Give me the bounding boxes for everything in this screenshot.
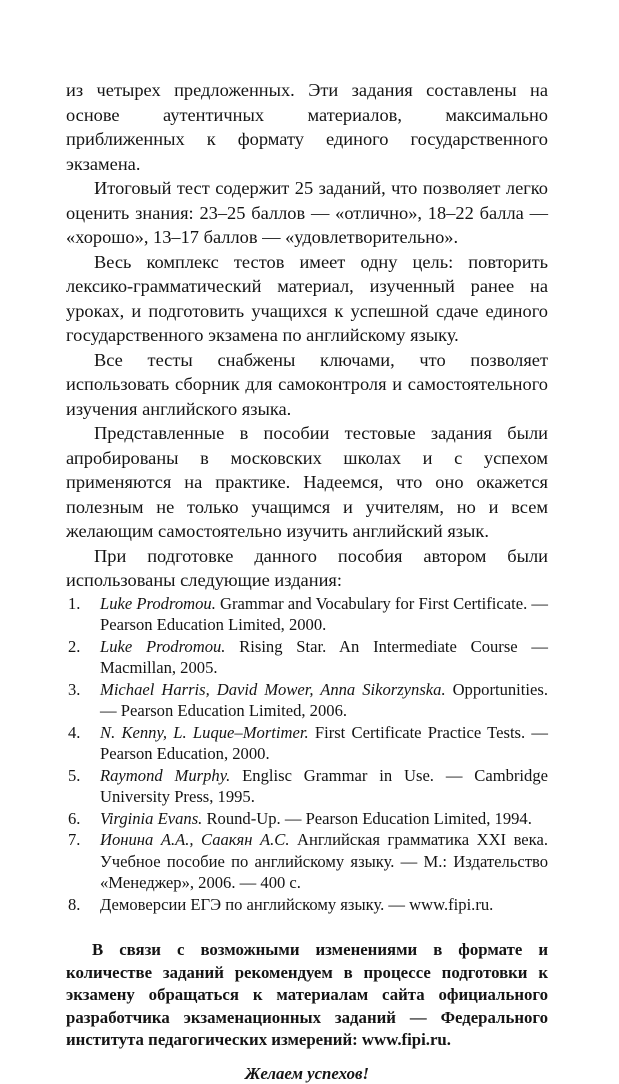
reference-author: Luke Prodromou. [100,636,226,656]
reference-number: 8. [68,894,81,914]
reference-text: Opportunities. — Pearson Education Limited, 2006. [100,679,548,720]
notice-paragraph: В связи с возможными изменениями в формате и количестве заданий рекомендуем в процессе подготовки к экзамену обращаться к материалам сайта официального разработчика экзаменационных заданий — Федерального института педагогических измерений: www.fipi.ru. [66,940,548,1049]
reference-item [66,593,548,636]
reference-number: 4. [68,722,81,742]
reference-item [66,829,548,894]
paragraph-keys: Все тесты снабжены ключами, что позволяет использовать сборник для самоконтроля и самостоятельного изучения английского языка. [66,349,548,419]
reference-text: Grammar and Vocabulary for First Certificate. — Pearson Education Limited, 2000. [100,593,548,634]
paragraph-goal: Весь комплекс тестов имеет одну цель: повторить лексико-грамматический материал, изученный ранее на уроках, и подготовить учащихся к успешной сдаче единого государственного экзамена по английскому языку. [66,251,548,345]
reference-number: 2. [68,636,81,656]
reference-item [66,894,548,916]
reference-text: First Certificate Practice Tests. — Pearson Education, 2000. [100,722,548,763]
reference-author: N. Kenny, L. Luque–Mortimer. [100,722,309,742]
reference-author: Virginia Evans. [100,808,203,828]
reference-text: Rising Star. An Intermediate Course — Macmillan, 2005. [100,636,548,677]
reference-text: Round-Up. — Pearson Education Limited, 1994. [202,808,532,828]
reference-author: Ионина А.А., Саакян А.С. [100,830,290,849]
paragraph-sources-intro: При подготовке данного пособия автором были использованы следующие издания: [66,545,548,590]
reference-number: 5. [68,765,81,785]
reference-text: Демоверсии ЕГЭ по английскому языку. — www.fipi.ru. [100,894,494,914]
reference-item [66,808,548,830]
reference-number: 1. [68,593,81,613]
reference-author: Raymond Murphy. [100,765,231,785]
reference-text: Englisc Grammar in Use. — Cambridge University Press, 1995. [100,765,549,806]
reference-number: 6. [68,808,81,828]
closing-wish: Желаем успехов! [244,1063,369,1083]
reference-item [66,722,548,765]
reference-author: Michael Harris, David Mower, Anna Sikorzynska. [100,679,446,699]
reference-number: 7. [68,830,81,849]
reference-item [66,679,548,722]
reference-author: Luke Prodromou. [100,593,216,613]
reference-item [66,636,548,679]
paragraph-tasks: из четырех предложенных. Эти задания составлены на основе аутентичных материалов, максимально приближенных к формату единого государственного экзамена. [66,80,548,174]
reference-list [66,593,548,916]
reference-text: Английская грамматика XXI века. Учебное пособие по английскому языку. — М.: Издательство «Менеджер», 2006. — 400 с. [100,830,548,892]
reference-item [66,765,548,808]
reference-number: 3. [68,679,81,699]
paragraph-approbation: Представленные в пособии тестовые задания были апробированы в московских школах и с успехом применяются на практике. Надеемся, что оно окажется полезным не только учащимся и учителям, но и всем желающим самостоятельно изучить английский язык. [66,423,548,541]
paragraph-final-test: Итоговый тест содержит 25 заданий, что позволяет легко оценить знания: 23–25 баллов — «отлично», 18–22 балла — «хорошо», 13–17 баллов — «удовлетворительно». [66,178,548,247]
